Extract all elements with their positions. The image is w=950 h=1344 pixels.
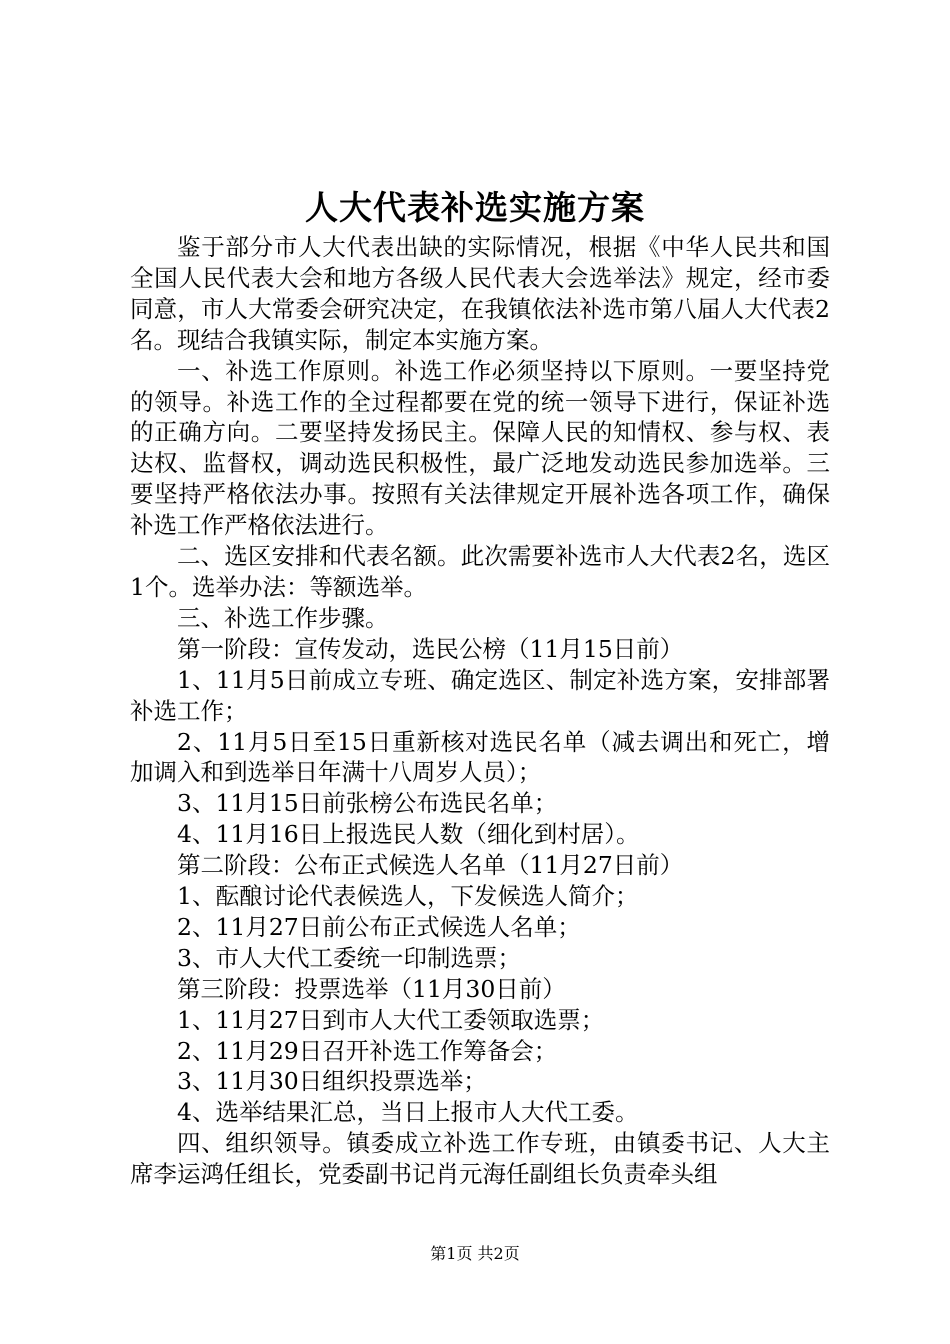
paragraph-stage-3-heading: 第三阶段：投票选举（11月30日前）: [177, 974, 566, 1003]
page-number-footer: 第1页 共2页: [430, 1244, 520, 1263]
document-title: 人大代表补选实施方案: [305, 188, 645, 227]
paragraph-section-2-districts: 二、选区安排和代表名额。此次需要补选市人大代表2名，选区1个。选举办法：等额选举。: [130, 542, 830, 601]
paragraph-stage-2-item-3: 3、市人大代工委统一印制选票；: [177, 943, 521, 972]
paragraph-stage-3-item-3: 3、11月30日组织投票选举；: [177, 1067, 487, 1096]
paragraph-stage-2-item-1: 1、酝酿讨论代表候选人，下发候选人简介；: [177, 882, 639, 911]
paragraph-stage-1-item-1: 1、11月5日前成立专班、确定选区、制定补选方案，安排部署补选工作；: [130, 665, 830, 725]
paragraph-stage-1-item-3: 3、11月15日前张榜公布选民名单；: [177, 789, 558, 818]
document-body: [130, 232, 830, 1190]
paragraph-stage-2-item-2: 2、11月27日前公布正式候选人名单；: [177, 912, 581, 941]
paragraph-stage-2-heading: 第二阶段：公布正式候选人名单（11月27日前）: [177, 851, 684, 880]
paragraph-section-3-heading: 三、补选工作步骤。: [177, 603, 389, 632]
paragraph-stage-3-item-1: 1、11月27日到市人大代工委领取选票；: [177, 1005, 605, 1034]
paragraph-stage-3-item-4: 4、选举结果汇总，当日上报市人大代工委。: [177, 1098, 639, 1127]
paragraph-stage-1-item-4: 4、11月16日上报选民人数（细化到村居）。: [177, 820, 640, 849]
paragraph-stage-1-heading: 第一阶段：宣传发动，选民公榜（11月15日前）: [177, 634, 684, 663]
paragraph-section-4-leadership: 四、组织领导。镇委成立补选工作专班，由镇委书记、人大主席李运鸿任组长，党委副书记肖元海任副组长负责牵头组: [130, 1129, 830, 1189]
paragraph-intro: 鉴于部分市人大代表出缺的实际情况，根据《中华人民共和国全国人民代表大会和地方各级人民代表大会选举法》规定，经市委同意，市人大常委会研究决定，在我镇依法补选市第八届人大代表2名。现结合我镇实际，制定本实施方案。: [130, 233, 830, 354]
paragraph-section-1-principles: 一、补选工作原则。补选工作必须坚持以下原则。一要坚持党的领导。补选工作的全过程都要在党的统一领导下进行，保证补选的正确方向。二要坚持发扬民主。保障人民的知情权、参与权、表达权、监督权，调动选民积极性，最广泛地发动选民参加选举。三要坚持严格依法办事。按照有关法律规定开展补选各项工作，确保补选工作严格依法进行。: [130, 356, 830, 540]
paragraph-stage-1-item-2: 2、11月5日至15日重新核对选民名单（减去调出和死亡，增加调入和到选举日年满十八周岁人员）；: [130, 727, 830, 787]
paragraph-stage-3-item-2: 2、11月29日召开补选工作筹备会；: [177, 1036, 558, 1065]
